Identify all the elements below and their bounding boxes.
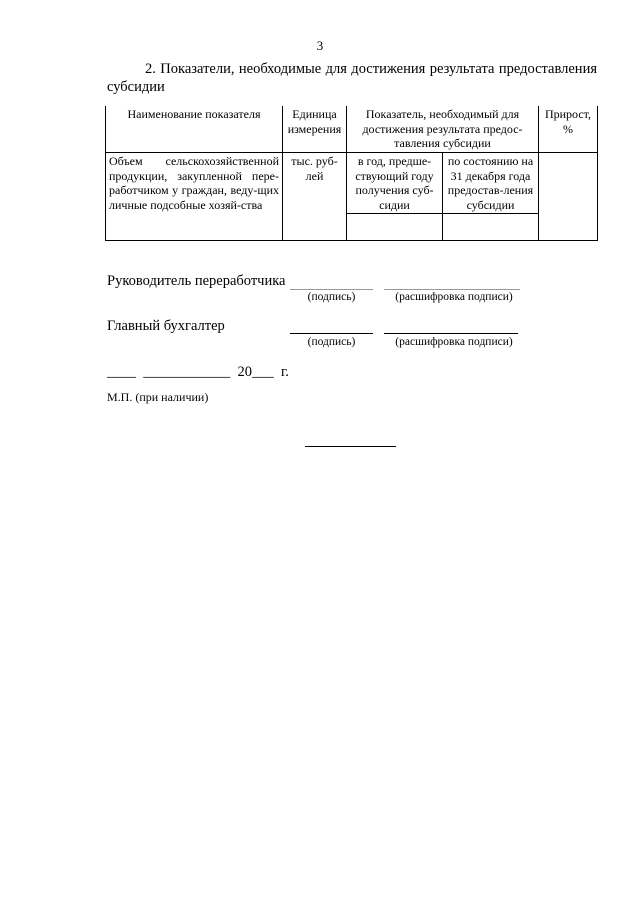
page-number: 3 xyxy=(316,38,324,53)
cell-december-31-value xyxy=(443,214,539,241)
head-signature-caption: (подпись) xyxy=(307,291,356,303)
header-required-indicator: Показатель, необходимый для достижения результата предос-тавления субсидии xyxy=(347,106,539,153)
accountant-signature-label: Главный бухгалтер xyxy=(107,318,225,334)
header-unit: Единица измерения xyxy=(283,106,347,153)
cell-growth xyxy=(539,153,598,241)
date-line: ____ ____________ 20___ г. xyxy=(107,364,289,380)
section-heading-text: 2. Показатели, необходимые для достижения результата предоставления субсидии xyxy=(107,61,597,95)
indicators-table xyxy=(105,106,598,241)
cell-previous-year: в год, предше-ствующий году получения суб-сидии xyxy=(347,153,443,214)
cell-unit: тыс. руб-лей xyxy=(283,153,347,241)
cell-previous-year-value xyxy=(347,214,443,241)
table-row xyxy=(106,153,598,214)
accountant-decoding-line xyxy=(384,332,518,334)
accountant-signature-line xyxy=(290,332,373,334)
head-decoding-line xyxy=(384,288,520,290)
head-decoding-caption: (расшифровка подписи) xyxy=(395,291,513,303)
header-growth: Прирост, % xyxy=(539,106,598,153)
stamp-note: М.П. (при наличии) xyxy=(107,390,209,404)
head-signature-label: Руководитель переработчика xyxy=(107,273,286,289)
accountant-decoding-caption: (расшифровка подписи) xyxy=(395,336,513,348)
cell-indicator-name: Объем сельскохозяйственной продукции, закупленной пере-работчиком у граждан, веду-щих личные подсобные хозяй-ства xyxy=(106,153,283,241)
accountant-signature-caption: (подпись) xyxy=(307,336,356,348)
end-rule xyxy=(305,446,396,447)
table-header-row xyxy=(106,106,598,153)
header-indicator-name: Наименование показателя xyxy=(106,106,283,153)
cell-december-31: по состоянию на 31 декабря года предостав-ления субсидии xyxy=(443,153,539,214)
head-signature-line xyxy=(290,288,373,290)
